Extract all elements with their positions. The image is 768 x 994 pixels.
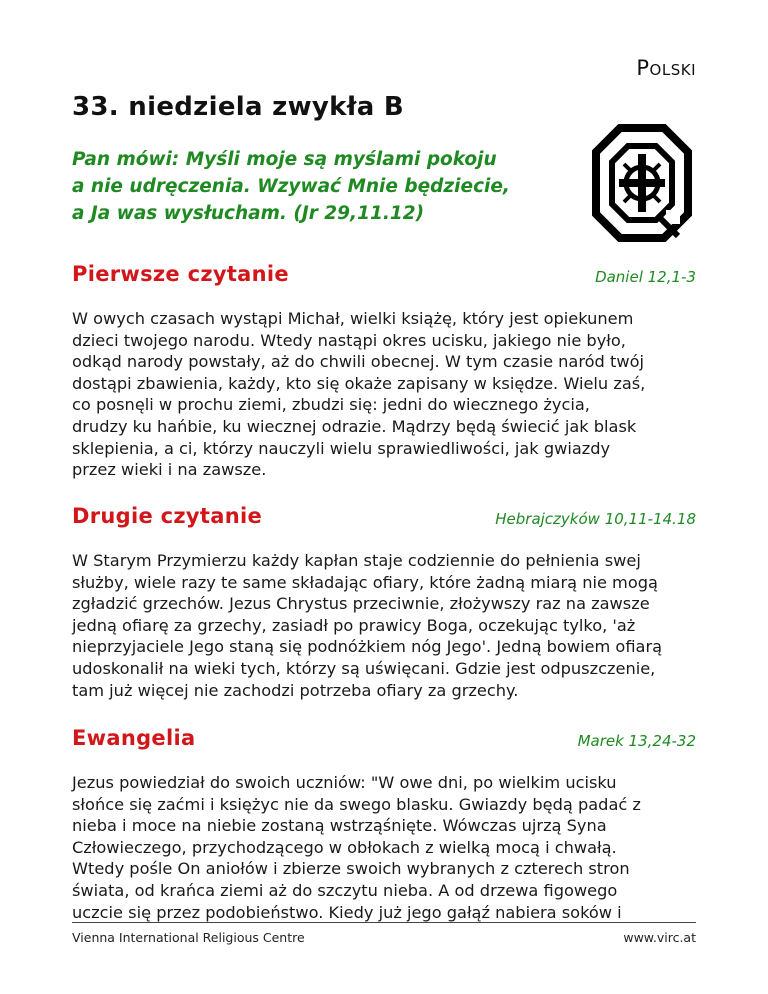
footer-divider [72, 922, 696, 923]
text-line: Wtedy pośle On aniołów i zbierze swoich wybranych z czterech stron [72, 859, 630, 879]
text-line: drudzy ku hańbie, ku wiecznej odrazie. Mądrzy będą świecić jak blask [72, 416, 637, 436]
gospel-section [72, 726, 696, 923]
text-line: świata, od krańca ziemi aż do szczytu nieba. A od drzewa figowego [72, 880, 618, 900]
text-line: udoskonalił na wieki tych, którzy są uświęcani. Gdzie jest odpuszczenie, [72, 658, 656, 678]
reading-text [72, 308, 696, 481]
text-line: Jezus powiedział do swoich uczniów: "W owe dni, po wielkim ucisku [72, 773, 617, 792]
text-line: nieprzyjaciele Jego staną się podnóżkiem nóg Jego'. Jedną bowiem ofiarą [72, 637, 663, 657]
reading-text [72, 772, 696, 923]
text-line: słońce się zaćmi i księżyc nie da swego blasku. Gwiazdy będą padać z [72, 794, 641, 814]
antiphon-line: Pan mówi: Myśli moje są myślami pokoju [72, 149, 497, 170]
text-line: Człowieczego, przychodzącego w obłokach z wielką mocą i chwałą. [72, 837, 617, 857]
text-line: dostąpi zbawienia, każdy, kto się okaże zapisany w księdze. Wielu zaś, [72, 373, 646, 393]
virc-emblem-icon [592, 124, 692, 242]
first-reading-section [72, 262, 696, 481]
section-title: Drugie czytanie [72, 504, 262, 528]
text-line: odkąd narody powstały, aż do chwili obecnej. W tym czasie naród twój [72, 352, 644, 372]
text-line: dzieci twojego narodu. Wtedy nastąpi okres ucisku, jakiego nie było, [72, 330, 626, 350]
text-line: uczcie się przez podobieństwo. Kiedy już jego gałąź nabiera soków i [72, 902, 622, 922]
section-title: Ewangelia [72, 726, 196, 750]
text-line: sklepienia, a ci, którzy nauczyli wielu sprawiedliwości, jak gwiazdy [72, 438, 611, 458]
text-line: zgładzić grzechów. Jezus Chrystus przeciwnie, złożywszy raz na zawsze [72, 594, 650, 614]
text-line: co posnęli w prochu ziemi, zbudzi się: jedni do wiecznego życia, [72, 395, 590, 415]
footer-organization: Vienna International Religious Centre [72, 930, 305, 945]
reading-text [72, 550, 696, 701]
antiphon-line: a nie udręczenia. Wzywać Mnie będziecie, [72, 176, 510, 197]
scripture-reference: Daniel 12,1-3 [595, 268, 696, 286]
section-header [72, 726, 696, 760]
text-line: W owych czasach wystąpi Michał, wielki książę, który jest opiekunem [72, 309, 634, 328]
text-line: tam już więcej nie zachodzi potrzeba ofiary za grzechy. [72, 680, 519, 700]
text-line: nieba i moce na niebie zostaną wstrząśnięte. Wówczas ujrzą Syna [72, 816, 607, 836]
text-line: W Starym Przymierzu każdy kapłan staje codziennie do pełnienia swej [72, 551, 641, 570]
entrance-antiphon [72, 146, 542, 227]
scripture-reference: Hebrajczyków 10,11-14.18 [495, 510, 696, 528]
section-header [72, 504, 696, 538]
text-line: służby, wiele razy te same składając ofiary, które żadną miarą nie mogą [72, 572, 658, 592]
text-line: przez wieki i na zawsze. [72, 460, 267, 480]
second-reading-section [72, 504, 696, 701]
section-header [72, 262, 696, 296]
footer-website: www.virc.at [623, 930, 696, 945]
text-line: jedną ofiarę za grzechy, zasiadł po prawicy Boga, oczekując tylko, 'aż [72, 615, 636, 635]
page-title: 33. niedziela zwykła B [72, 92, 405, 122]
language-label: Polski [636, 56, 696, 80]
section-title: Pierwsze czytanie [72, 262, 289, 286]
scripture-reference: Marek 13,24-32 [577, 732, 696, 750]
antiphon-line: a Ja was wysłucham. (Jr 29,11.12) [72, 203, 425, 224]
